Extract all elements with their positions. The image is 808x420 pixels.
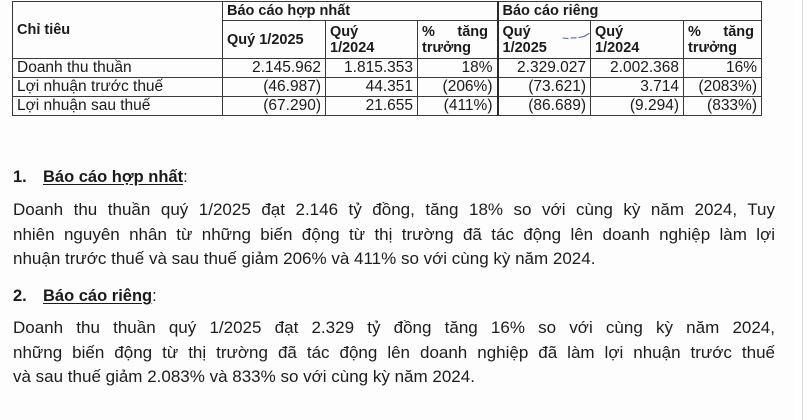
cell-r-q2025: (73.621) [498,78,591,97]
cell-hn-q2025: (67.290) [223,97,326,116]
section-paragraph-separate [13,316,775,390]
section-title: Báo cáo riêng [43,287,153,305]
row-label: Doanh thu thuần [13,59,223,78]
section-heading-consolidated: 1. Báo cáo hợp nhất: [13,168,188,186]
row-label: Lợi nhuận sau thuế [13,97,223,116]
cell-r-growth: (833%) [684,97,762,116]
table-group-header-row [13,2,762,21]
cell-hn-q2024: 21.655 [326,97,418,116]
table-row-revenue [13,59,762,78]
row-label: Lợi nhuận trước thuế [13,78,223,97]
section-number: 2. [13,287,27,305]
header-group-separate: Báo cáo riêng [498,2,762,21]
cell-r-q2024: 2.002.368 [591,59,684,78]
header-r-q2025: Quý 1/2025 [498,21,591,59]
cell-r-q2025: 2.329.027 [498,59,591,78]
cell-hn-q2024: 44.351 [326,78,418,97]
header-r-q2024: Quý 1/2024 [591,21,684,59]
section-paragraph-consolidated [13,198,775,272]
header-group-consolidated: Báo cáo hợp nhất [223,2,498,21]
header-hn-q2025: Quý 1/2025 [223,21,326,59]
paragraph-line: nhuận trước thuế và sau thuế giảm 206% và 411% so với cùng kỳ năm 2024. [13,249,596,268]
header-chi-tieu: Chỉ tiêu [13,2,223,59]
pen-mark-icon [562,33,590,41]
cell-r-q2024: 3.714 [591,78,684,97]
section-title: Báo cáo hợp nhất [43,168,184,186]
table-row-profit-after-tax [13,97,762,116]
header-hn-q2024: Quý 1/2024 [326,21,418,59]
paragraph-line: và sau thuế giảm 2.083% và 833% so với cùng kỳ năm 2024. [13,367,475,386]
cell-hn-growth: (206%) [418,78,498,97]
section-number: 1. [13,168,27,186]
cell-hn-q2025: 2.145.962 [223,59,326,78]
cell-r-q2025: (86.689) [498,97,591,116]
header-r-growth: % tăng trưởng [684,21,762,59]
cell-r-growth: 16% [684,59,762,78]
financial-results-table [12,1,762,116]
cell-r-growth: (2083%) [684,78,762,97]
cell-hn-q2024: 1.815.353 [326,59,418,78]
paragraph-line: nhiên nguyên nhân từ những biến động từ thị trường đã tác động lên doanh nghiệp làm lợi [13,224,775,244]
page-edge-divider [802,0,803,420]
cell-hn-growth: (411%) [418,97,498,116]
paragraph-line: Doanh thu thuần quý 1/2025 đạt 2.146 tỷ đồng, tăng 18% so với cùng kỳ năm 2024, Tuy [13,200,775,219]
cell-hn-growth: 18% [418,59,498,78]
table-row-profit-before-tax [13,78,762,97]
paragraph-line: những biến động từ thị trường đã tác động lên doanh nghiệp đã làm lợi nhuận trước thuế [13,342,775,362]
cell-hn-q2025: (46.987) [223,78,326,97]
paragraph-line: Doanh thu thuần quý 1/2025 đạt 2.329 tỷ đồng tăng 16% so với cùng kỳ năm 2024, [13,318,775,337]
section-heading-separate: 2. Báo cáo riêng: [13,287,157,305]
cell-r-q2024: (9.294) [591,97,684,116]
header-hn-growth: % tăng trưởng [418,21,498,59]
